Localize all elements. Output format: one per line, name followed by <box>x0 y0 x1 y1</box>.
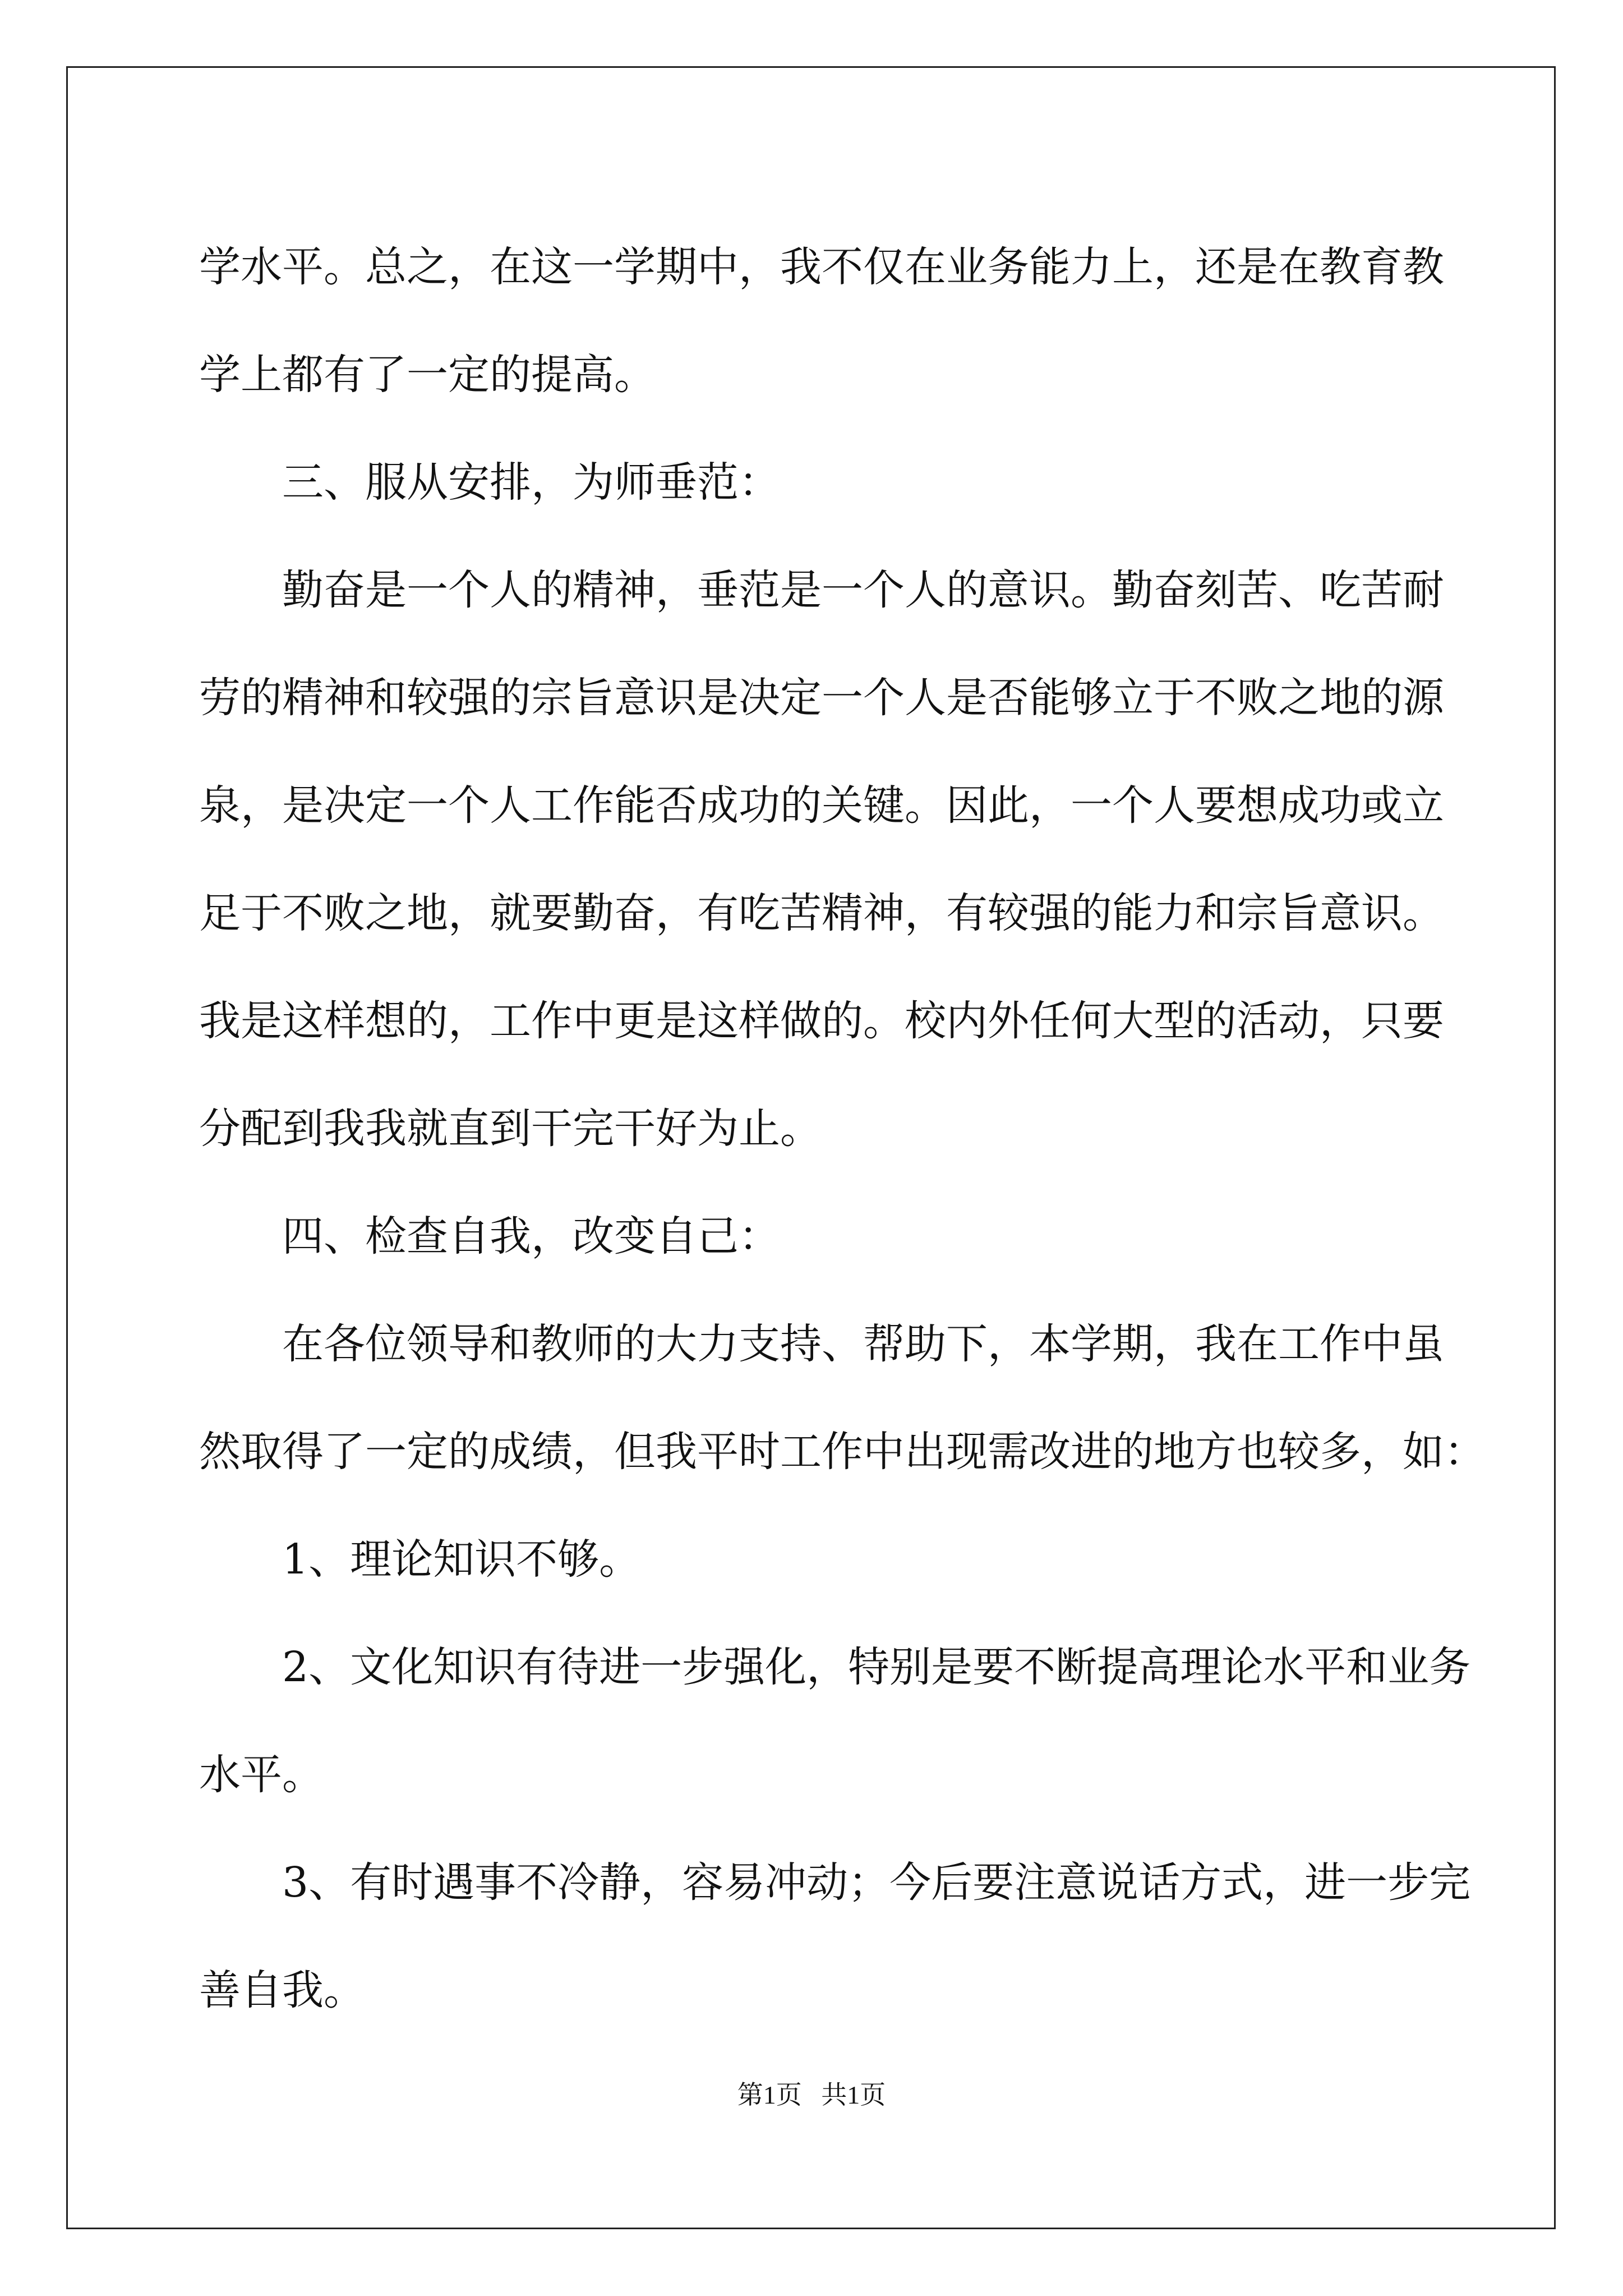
page-footer <box>0 2078 1623 2112</box>
text-line: 学水平。总之，在这一学期中，我不仅在业务能力上，还是在教育教 <box>199 243 1444 291</box>
text-line: 劳的精神和较强的宗旨意识是决定一个人是否能够立于不败之地的源 <box>199 674 1444 722</box>
text-line: 我是这样想的，工作中更是这样做的。校内外任何大型的活动，只要 <box>199 997 1444 1045</box>
list-item: 3、有时遇事不冷静，容易冲动；今后要注意说话方式，进一步完 <box>282 1858 1471 1907</box>
section-heading: 三、服从安排，为师垂范： <box>282 458 780 507</box>
page-number-total: 共1页 <box>821 2081 886 2109</box>
list-item: 2、文化知识有待进一步强化，特别是要不断提高理论水平和业务 <box>282 1643 1471 1691</box>
text-line: 善自我。 <box>199 1966 365 2014</box>
text-line: 分配到我我就直到干完干好为止。 <box>199 1105 822 1153</box>
text-line: 足于不败之地，就要勤奋，有吃苦精神，有较强的能力和宗旨意识。 <box>199 889 1444 937</box>
document-body <box>199 213 1486 2044</box>
text-line: 水平。 <box>199 1751 324 1799</box>
page-number-current: 第1页 <box>737 2081 802 2109</box>
text-line: 然取得了一定的成绩，但我平时工作中出现需改进的地方也较多，如： <box>199 1428 1486 1476</box>
text-line: 勤奋是一个人的精神，垂范是一个人的意识。勤奋刻苦、吃苦耐 <box>282 566 1444 614</box>
list-item: 1、理论知识不够。 <box>282 1535 641 1584</box>
text-line: 泉，是决定一个人工作能否成功的关键。因此，一个人要想成功或立 <box>199 781 1444 830</box>
text-line: 学上都有了一定的提高。 <box>199 351 656 399</box>
section-heading: 四、检查自我，改变自己： <box>282 1212 780 1260</box>
text-line: 在各位领导和教师的大力支持、帮助下，本学期，我在工作中虽 <box>282 1320 1444 1368</box>
